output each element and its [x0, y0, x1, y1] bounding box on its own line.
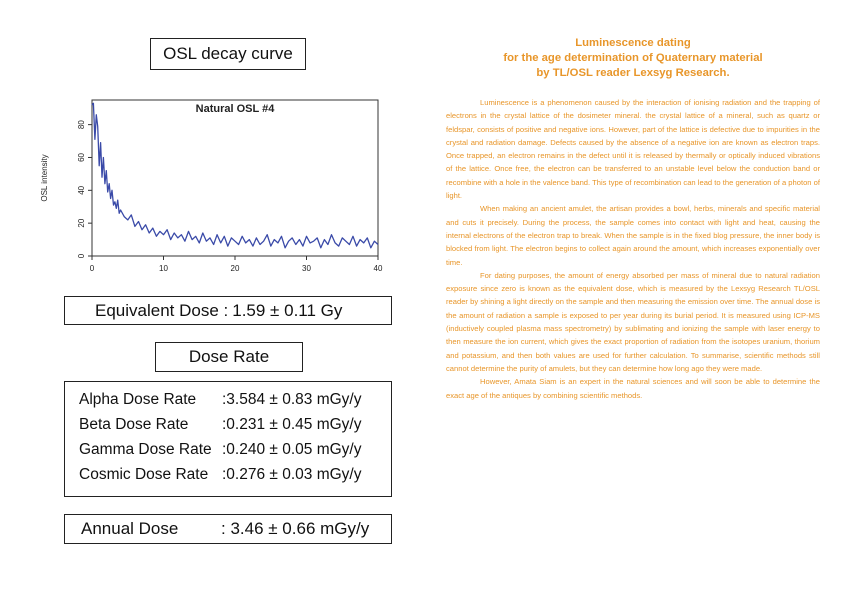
equivalent-dose-label: Equivalent Dose :: [95, 300, 229, 320]
article-paragraph: When making an ancient amulet, the artisan provides a bowl, herbs, minerals and specific material and cuts it precisely. During the process, the sample comes into contact with light and heat, causing the internal electrons of the electron trap to break. When the sample is in the fixed blog pressure, the inner body is blocked from light. The electron begins to collect again around the amount, which increases exponentially over time.: [446, 204, 820, 267]
osl-decay-heading-box: [150, 38, 306, 70]
dose-rate-value: :0.276 ± 0.03 mGy/y: [222, 466, 362, 483]
osl-decay-heading: OSL decay curve: [163, 44, 293, 63]
annual-dose-value: : 3.46 ± 0.66 mGy/y: [221, 519, 370, 538]
dose-rate-value: :0.231 ± 0.45 mGy/y: [222, 416, 362, 433]
x-tick-label: 0: [89, 264, 95, 273]
alpha-dose-rate-row: [79, 391, 361, 409]
annual-dose-box: [64, 514, 392, 544]
dose-rate-label: Gamma Dose Rate: [79, 441, 212, 458]
dose-rate-label: Cosmic Dose Rate: [79, 466, 209, 483]
article-title-line: Luminescence dating: [575, 37, 691, 49]
article-title-line: by TL/OSL reader Lexsyg Research.: [536, 67, 730, 79]
beta-dose-rate-row: [79, 416, 361, 434]
article-paragraph: For dating purposes, the amount of energy absorbed per mass of mineral due to natural radiation exposure since zero is known as the equivalent dose, which is measured by the Lexsyg Research TL/OSL reader by shining a light directly on the sample and then measuring the emission over time. The annual dose is the amount of radiation a sample is exposed to per year during its burial period. It is measured using ICP-MS (inductively coupled plasma mass spectrometry) by sublimating and ionizing the sample with laser energy to then measure the ion current, which gives the exact proportion of radiation from the isotopes uranium, thorium and potassium, and then both values are used for further calculation. To summarise, scientific methods still cannot determine the purity of amulets, but they can determine how long ago they were made.: [446, 270, 820, 373]
osl-series-line: [92, 103, 378, 248]
article-title-line: for the age determination of Quaternary material: [503, 52, 763, 64]
article-title: [446, 36, 820, 81]
dose-rate-heading-box: [155, 342, 303, 372]
x-tick-label: 30: [302, 264, 311, 273]
article-paragraph: However, Amata Siam is an expert in the natural sciences and will soon be able to determine the exact age of the antiques by combining scientific methods.: [446, 377, 820, 400]
dose-rate-value: :0.240 ± 0.05 mGy/y: [222, 441, 362, 458]
chart-title: Natural OSL #4: [195, 103, 275, 115]
equivalent-dose-value: 1.59 ± 0.11 Gy: [232, 300, 343, 320]
osl-decay-chart: [30, 92, 390, 284]
plot-frame: [92, 100, 378, 256]
article: [446, 36, 820, 402]
y-tick-label: 80: [77, 120, 87, 130]
x-tick-label: 20: [230, 264, 240, 273]
dose-rate-table: [64, 381, 392, 497]
article-paragraph: Luminescence is a phenomenon caused by the interaction of ionising radiation and the trapping of electrons in the crystal lattice of the dosimeter mineral. the crystal lattice of a mineral, such as quartz or feldspar, consists of positive and negative ions. However, part of the lattice is defective due to impurities in the crystal and radiation damage. Defects caused by the absence of a negative ion are known as electron traps. Once trapped, an electron remains in the defect until it is released by thermally or optically induced vibrations of the lattice. Once free, the electron can be transferred to an unstable level below the conduction band or recombine with a hole in the valence band. This type of recombination can lead to the generation of a photon of light.: [446, 98, 820, 201]
annual-dose-label: Annual Dose: [81, 519, 179, 538]
dose-rate-value: :3.584 ± 0.83 mGy/y: [222, 391, 362, 408]
y-axis-label: OSL intensity: [40, 154, 49, 202]
y-tick-label: 0: [77, 253, 87, 259]
y-tick-label: 60: [77, 153, 87, 162]
y-tick-label: 20: [77, 218, 87, 228]
cosmic-dose-rate-row: [79, 466, 361, 484]
y-tick-label: 40: [77, 185, 87, 195]
dose-rate-label: Alpha Dose Rate: [79, 391, 197, 408]
x-tick-label: 10: [159, 264, 168, 273]
dose-rate-heading: Dose Rate: [188, 347, 270, 366]
gamma-dose-rate-row: [79, 441, 361, 459]
dose-rate-label: Beta Dose Rate: [79, 416, 189, 433]
equivalent-dose-box: [64, 296, 392, 325]
x-tick-label: 40: [373, 264, 383, 273]
